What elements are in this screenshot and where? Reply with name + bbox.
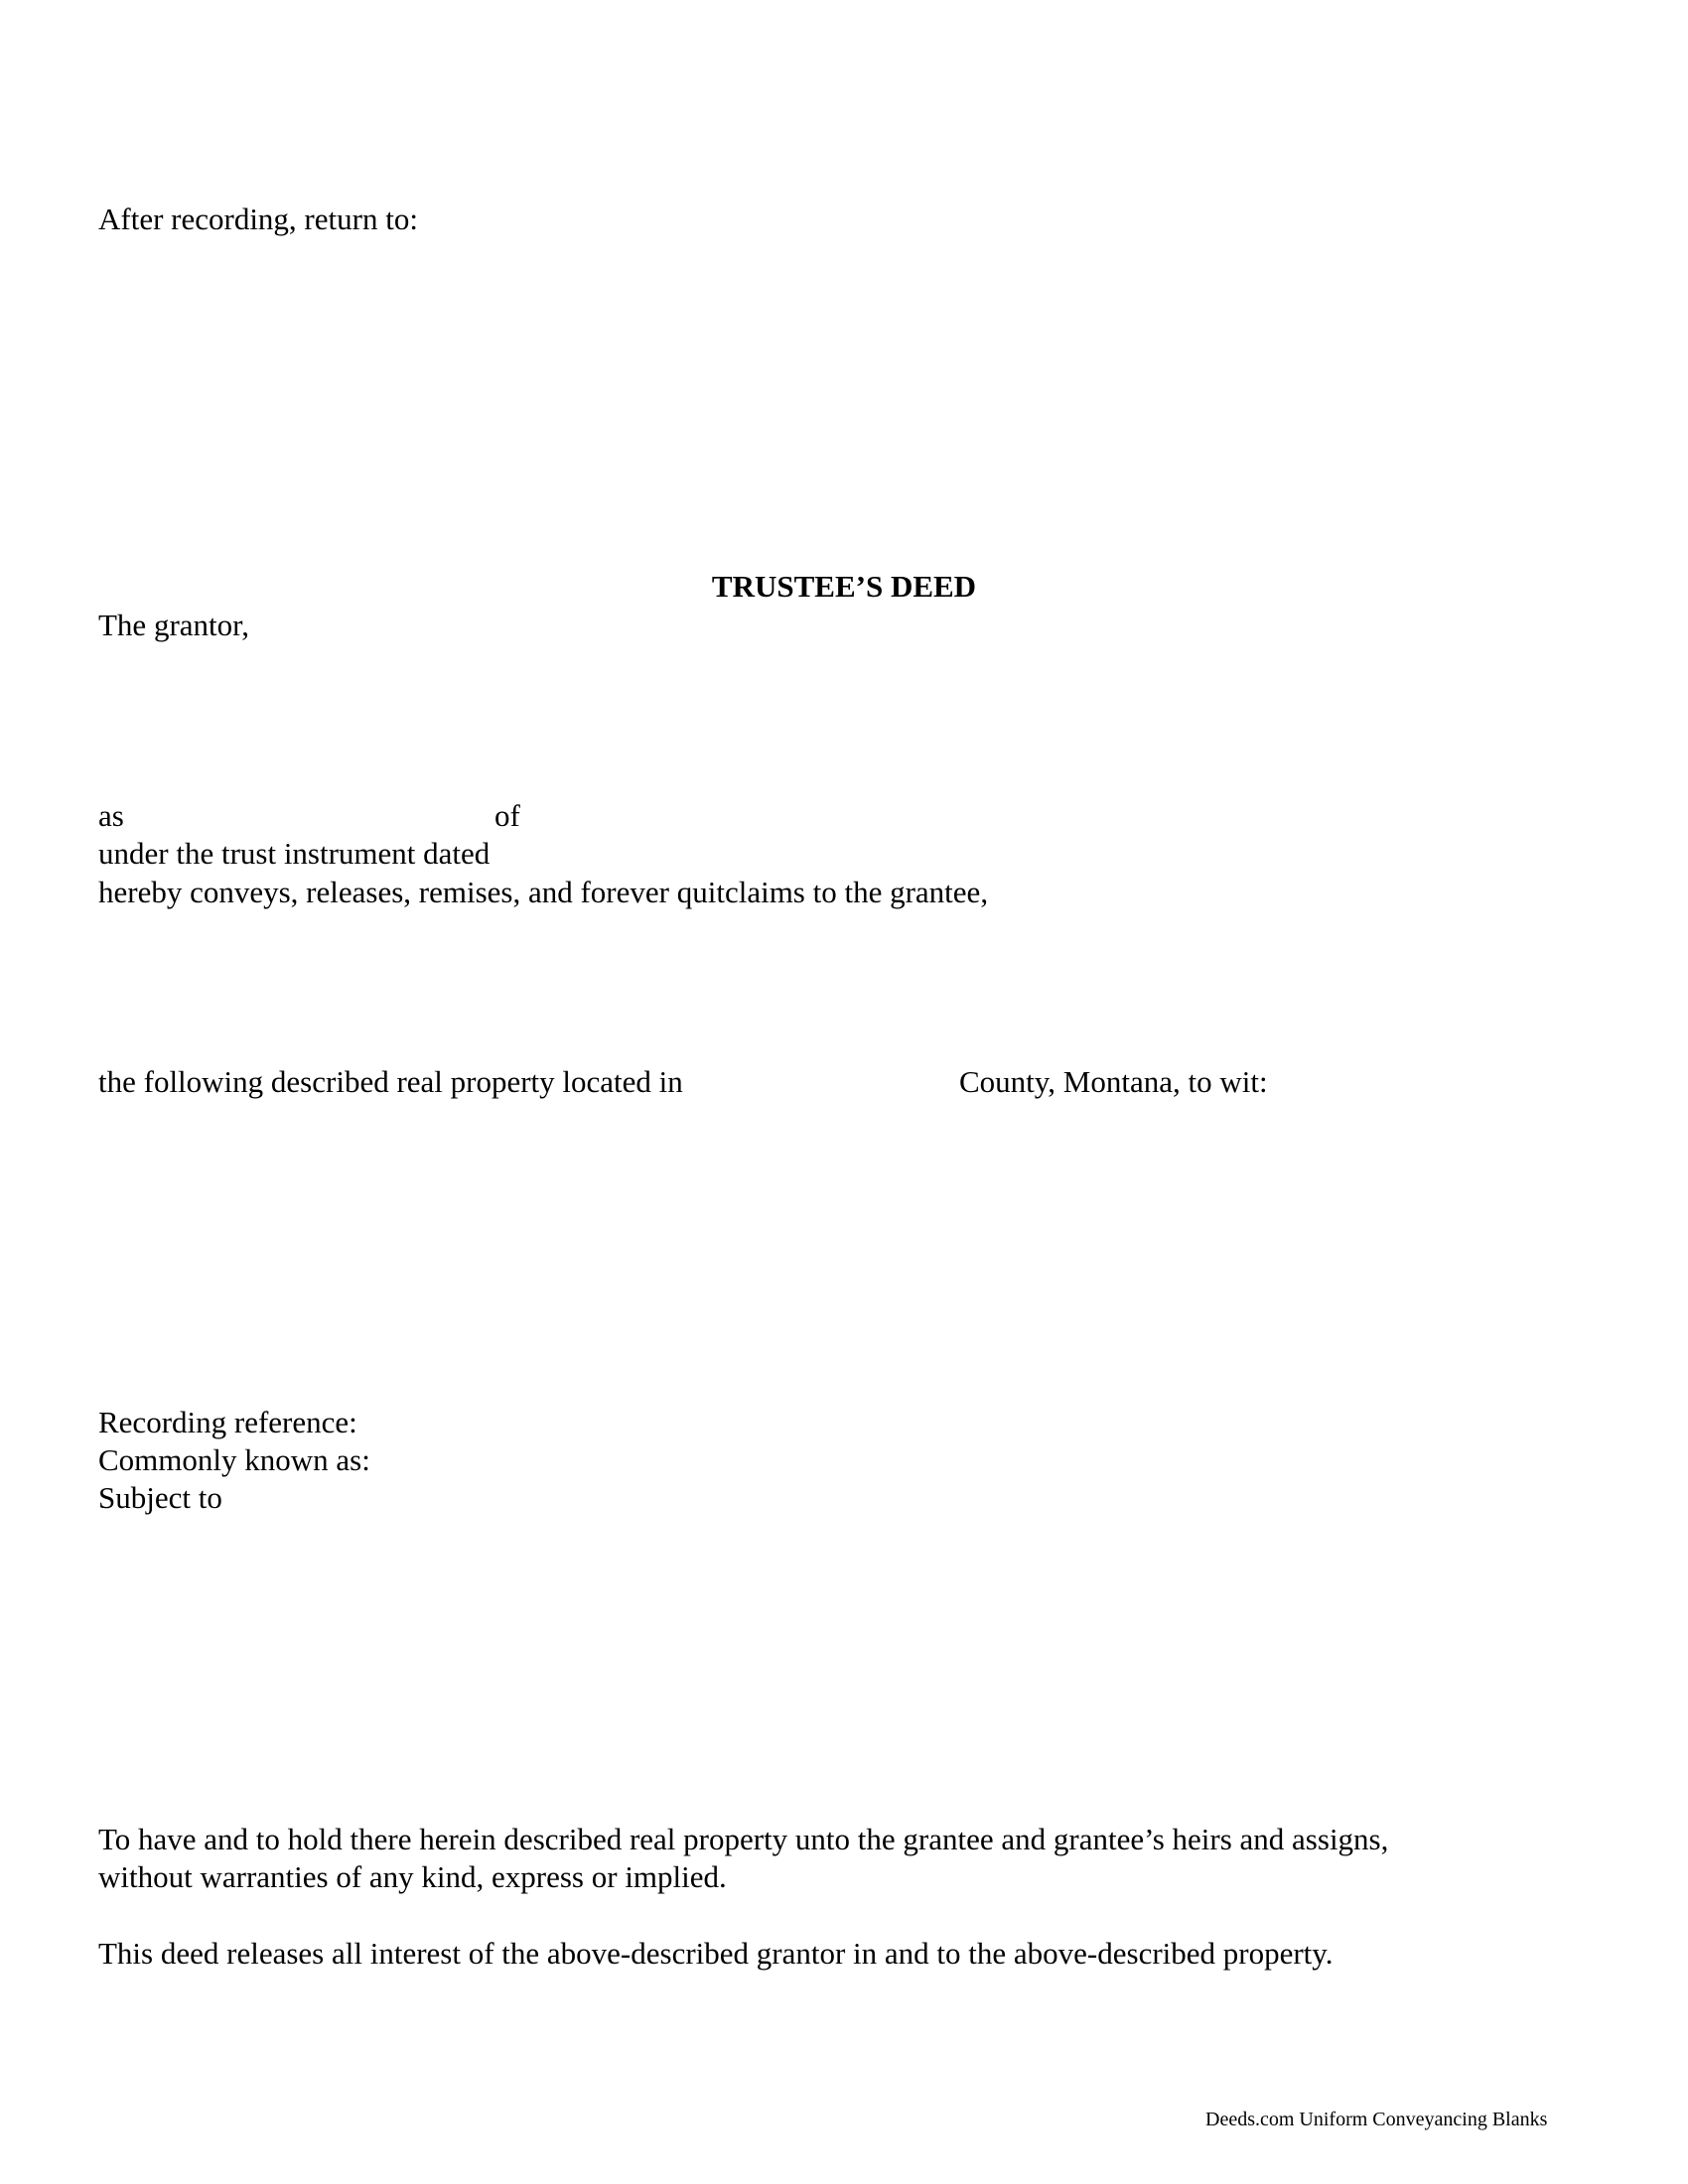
footer-credit: Deeds.com Uniform Conveyancing Blanks (1205, 2109, 1548, 2130)
return-to-label: After recording, return to: (98, 202, 418, 236)
trust-dated-label: under the trust instrument dated (98, 836, 491, 871)
habendum-line-2: without warranties of any kind, express or implied. (98, 1859, 727, 1894)
commonly-known-as-label: Commonly known as: (98, 1442, 370, 1477)
habendum-line-1: To have and to hold there herein described real property unto the grantee and grantee’s heirs and assigns, (98, 1822, 1389, 1856)
document-title: TRUSTEE’S DEED (711, 569, 977, 604)
release-clause: This deed releases all interest of the above-described grantor in and to the above-described property. (98, 1936, 1334, 1971)
property-location-label: the following described real property located in (98, 1064, 683, 1099)
county-state-label: County, Montana, to wit: (959, 1064, 1268, 1099)
recording-reference-label: Recording reference: (98, 1405, 357, 1439)
subject-to-label: Subject to (98, 1480, 222, 1515)
of-label: of (494, 798, 520, 833)
conveyance-clause: hereby conveys, releases, remises, and forever quitclaims to the grantee, (98, 875, 989, 909)
grantor-intro: The grantor, (98, 608, 249, 642)
as-label: as (98, 798, 124, 833)
